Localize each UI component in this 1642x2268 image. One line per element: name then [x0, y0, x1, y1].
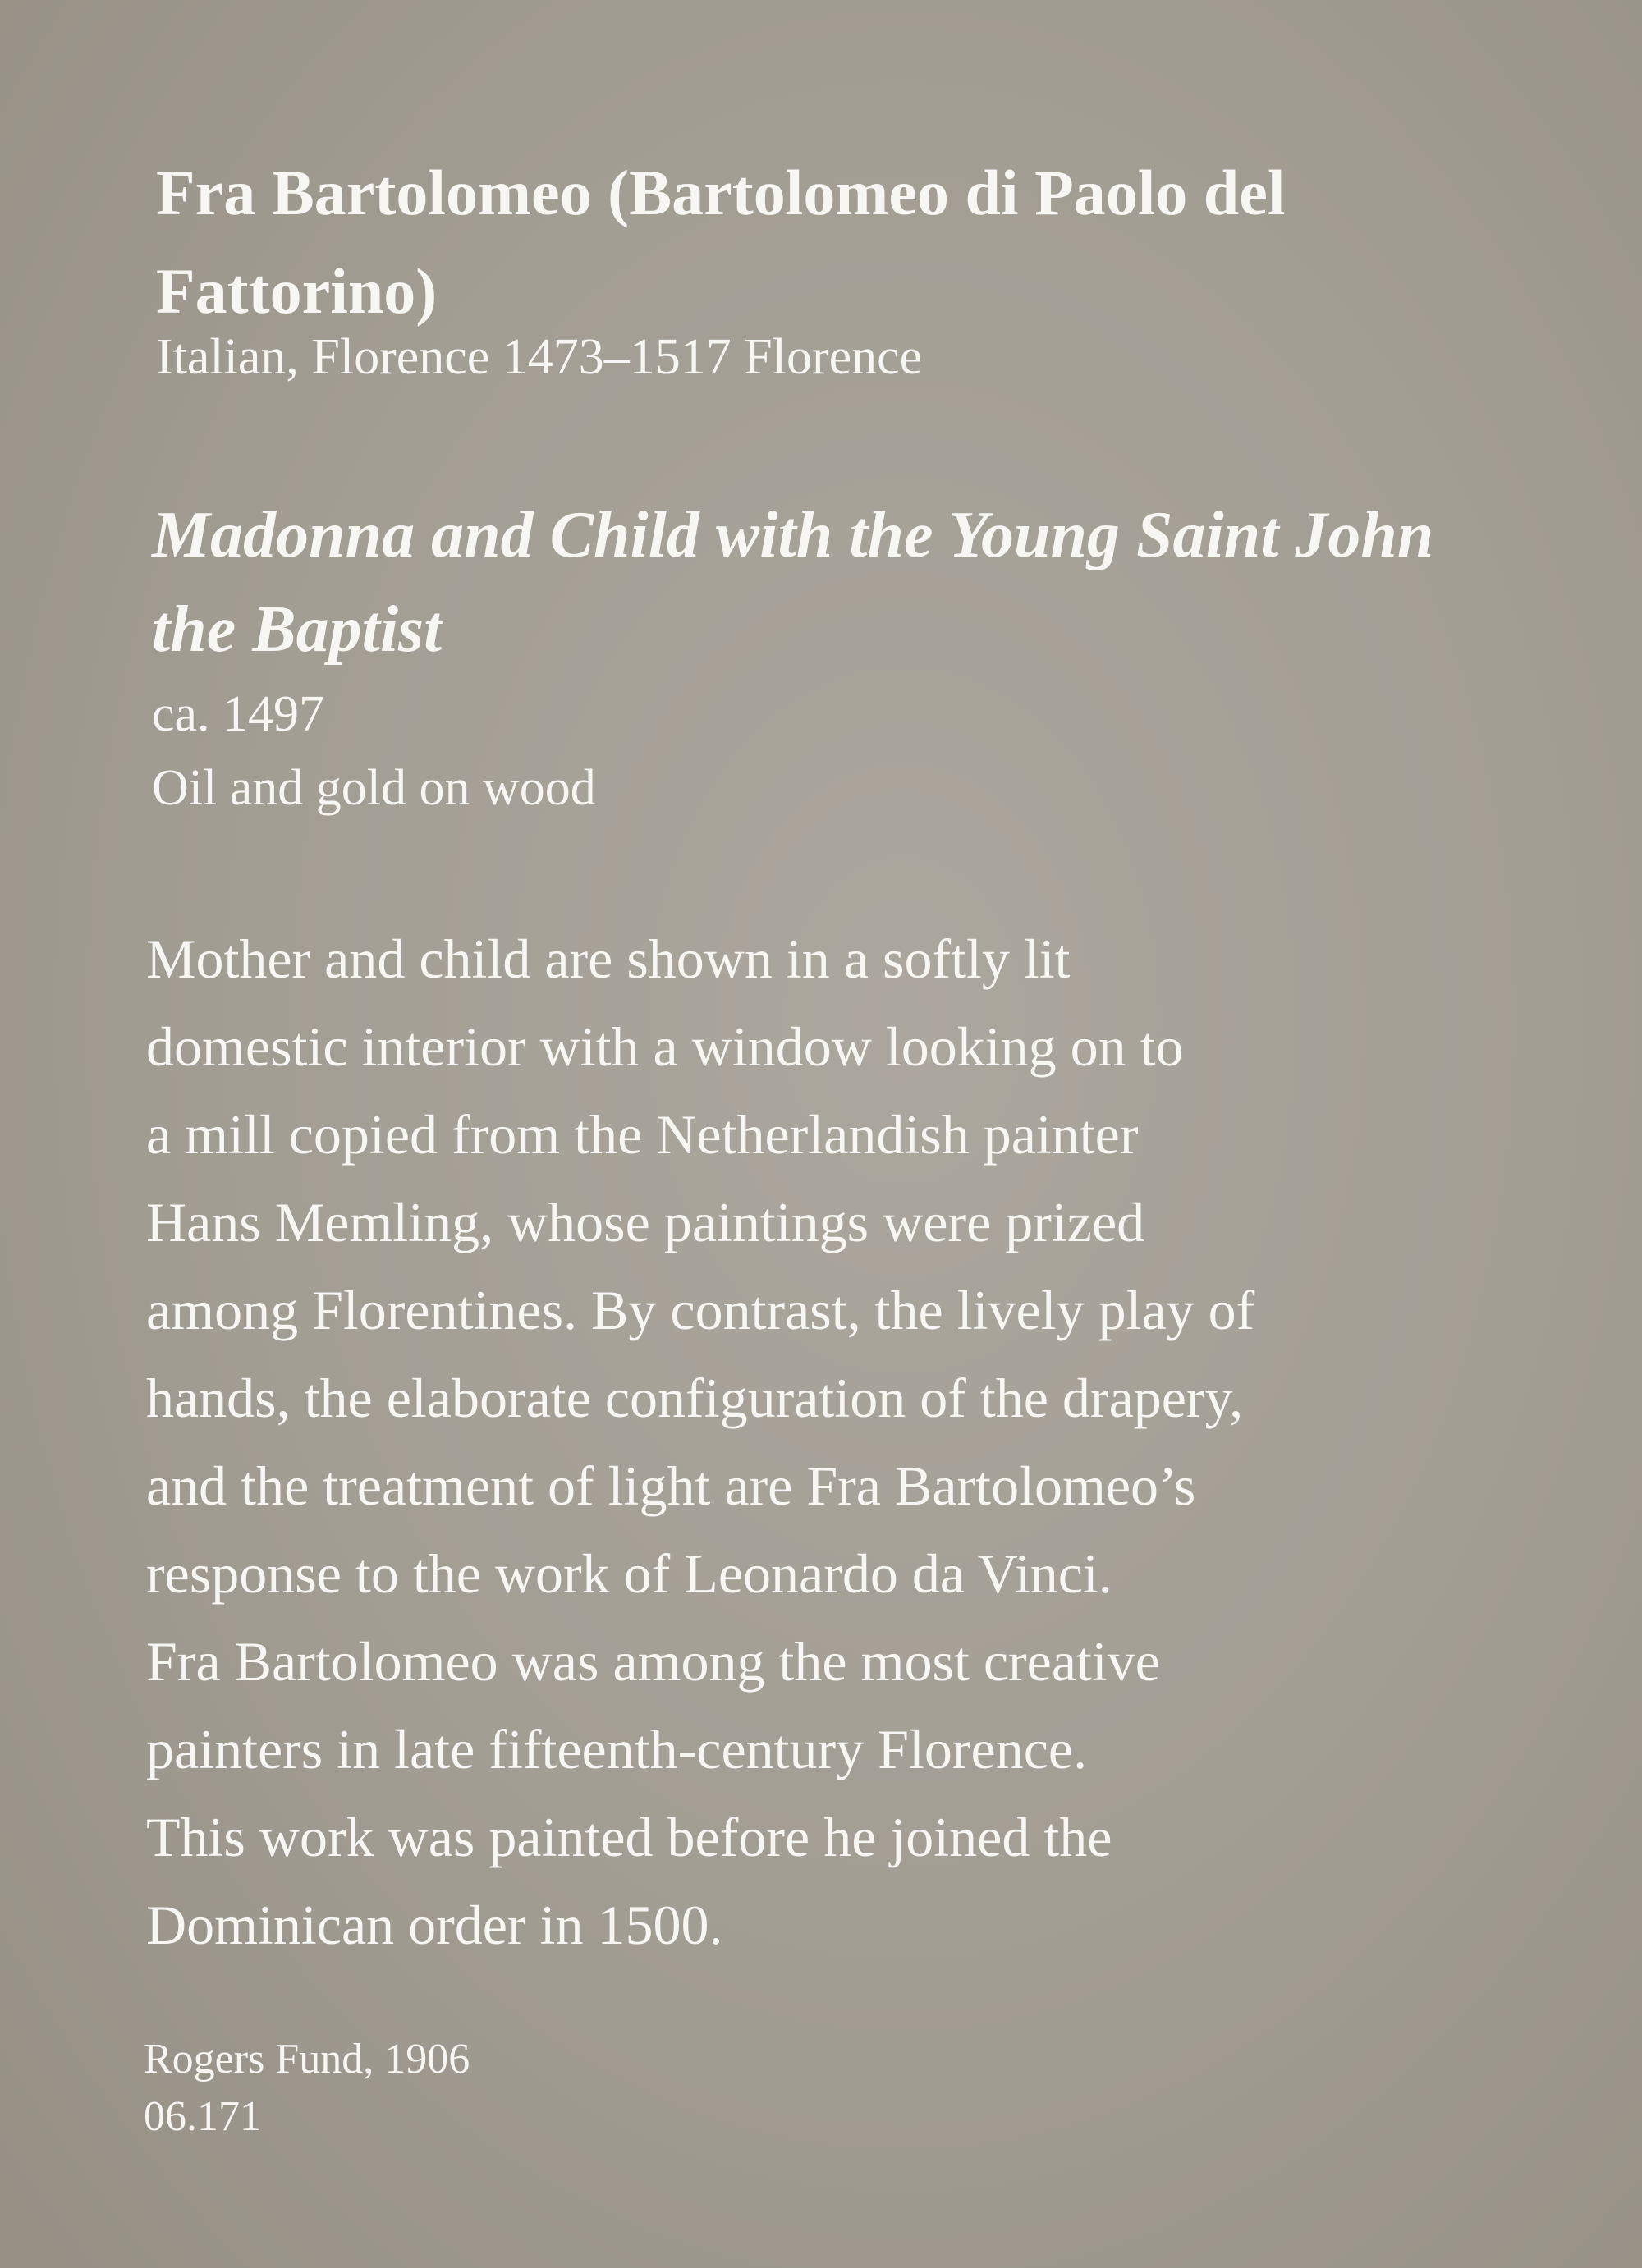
description-line: domestic interior with a window looking on to: [146, 1015, 1184, 1078]
description-line: Mother and child are shown in a softly lit: [146, 928, 1071, 990]
artwork-date: ca. 1497: [152, 686, 325, 742]
artist-name: Fra Bartolomeo (Bartolomeo di Paolo del Fattorino): [156, 157, 1286, 327]
artwork-description: [146, 915, 1583, 1969]
description-line: Dominican order in 1500.: [146, 1894, 723, 1956]
description-line: Fra Bartolomeo was among the most creative: [146, 1630, 1160, 1693]
description-line: among Florentines. By contrast, the lively play of: [146, 1279, 1255, 1341]
artist-nationality-dates: Italian, Florence 1473–1517 Florence: [156, 329, 923, 385]
description-line: This work was painted before he joined the: [146, 1806, 1112, 1868]
artwork-medium: Oil and gold on wood: [152, 760, 596, 816]
description-line: hands, the elaborate configuration of the drapery,: [146, 1367, 1244, 1429]
description-line: Hans Memling, whose paintings were prized: [146, 1191, 1145, 1253]
accession-number: 06.171: [144, 2093, 261, 2140]
description-line: response to the work of Leonardo da Vinci.: [146, 1542, 1112, 1605]
credit-line: Rogers Fund, 1906: [144, 2036, 470, 2082]
description-line: a mill copied from the Netherlandish painter: [146, 1103, 1139, 1166]
description-line: and the treatment of light are Fra Bartolomeo’s: [146, 1455, 1196, 1517]
description-line: painters in late fifteenth-century Florence.: [146, 1718, 1088, 1780]
artwork-title: Madonna and Child with the Young Saint John the Baptist: [152, 499, 1434, 666]
